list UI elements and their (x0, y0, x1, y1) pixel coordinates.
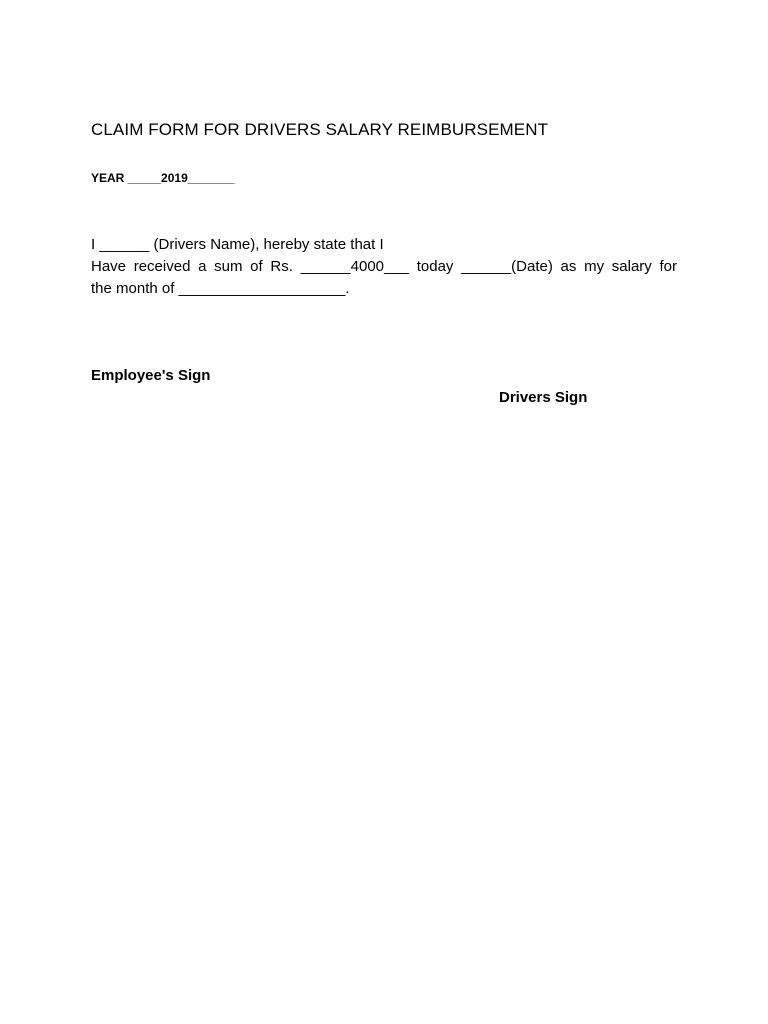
statement-line-1: I ______ (Drivers Name), hereby state that I (91, 236, 384, 253)
employee-sign-label: Employee's Sign (91, 367, 211, 384)
year-line: YEAR _____2019_______ (91, 171, 235, 185)
statement-line-3: the month of ____________________. (91, 280, 350, 297)
statement-paragraph (91, 234, 677, 300)
form-title: CLAIM FORM FOR DRIVERS SALARY REIMBURSEMENT (91, 120, 549, 139)
statement-line-2: Have received a sum of Rs. ______4000___ today ______(Date) as my salary for (91, 258, 677, 275)
drivers-sign-label: Drivers Sign (499, 389, 588, 406)
